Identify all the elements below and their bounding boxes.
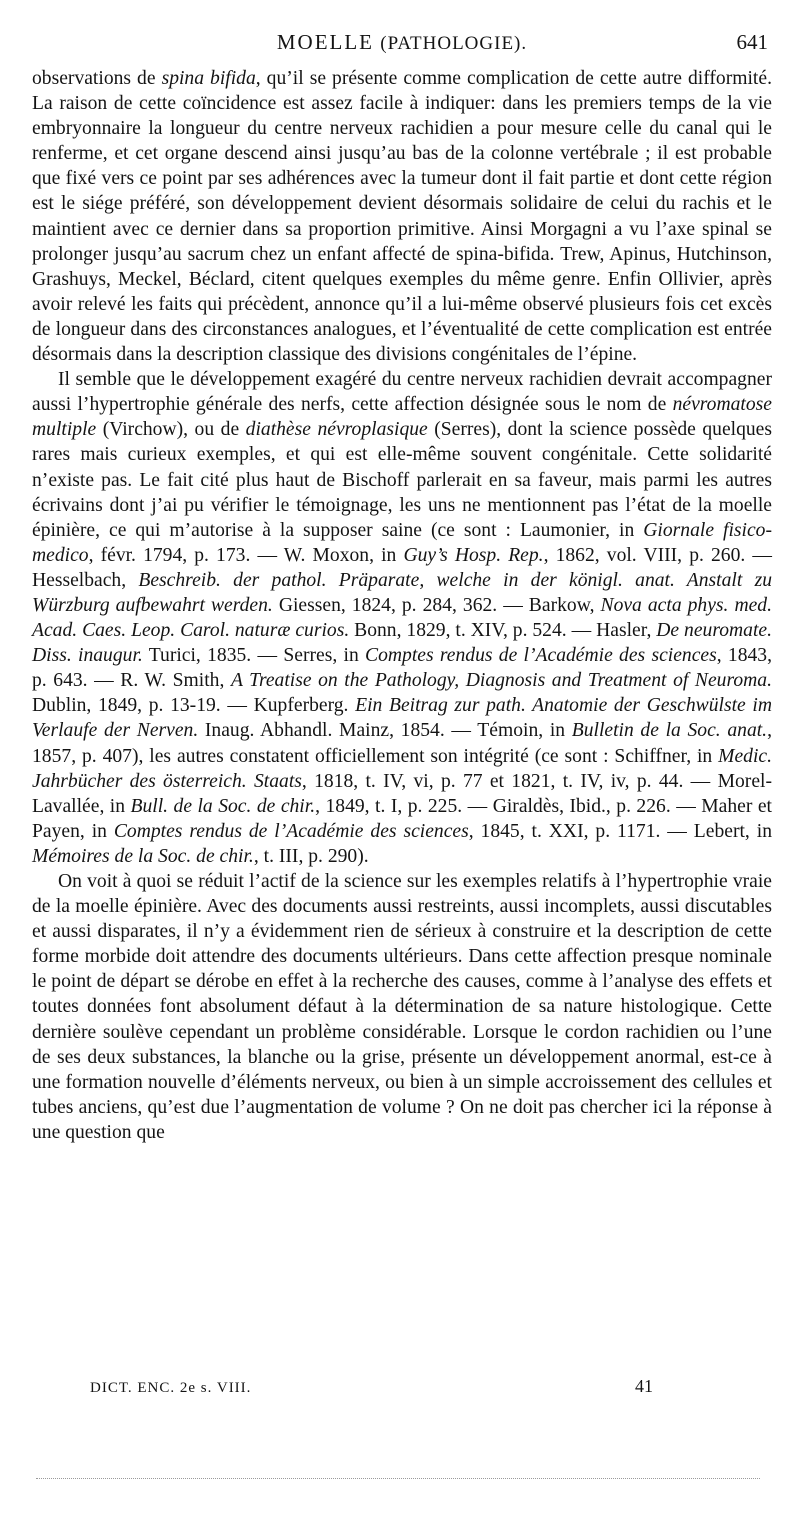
text-run: Dublin, 1849, p. 13-19. — Kupferberg. <box>32 695 356 717</box>
running-title <box>32 30 772 55</box>
text-run: Il semble que le développement exagéré du centre nerveux rachidien devrait accompagner aussi l’hypertrophie générale des nerfs, cette affection désignée sous le nom de <box>32 369 772 416</box>
italic-text: Mémoires de la Soc. de chir. <box>32 845 254 867</box>
text-run: , 1843, p. 643. — R. W. Smith, <box>32 645 773 692</box>
text-run: Turici, 1835. — Serres, in <box>142 645 366 667</box>
bottom-rule <box>36 1478 760 1479</box>
page-footer <box>90 1376 760 1410</box>
text-run: On voit à quoi se réduit l’actif de la science sur les exemples relatifs à l’hypertrophie vraie de la moelle épinière. Avec des documents aussi restreints, aussi incomplets, aussi discutables et aussi disparates, il n’y a évidemment rien de sérieux à construire et la description de cette forme morbide doit attendre des documents ultérieurs. Dans cette affection presque nominale le point de départ se dérobe en effet à la recherche des causes, comme à l’analyse des effets et toutes données font absolument défaut à la détermination de sa nature histologique. Cette dernière soulève cependant un problème considérable. Lorsque le cordon rachidien ou l’une de ses deux substances, la blanche ou la grise, présente un développement anormal, est-ce à une formation nouvelle d’éléments nerveux, ou bien à un simple accroissement des cellules et tubes anciens, qu’est due l’augmentation de volume ? On ne doit pas chercher ici la réponse à une question que <box>32 871 772 1143</box>
text-run: , t. III, p. 290). <box>253 845 369 867</box>
italic-text: Comptes rendus de l’Académie des sciences <box>113 820 469 842</box>
paragraph <box>32 367 772 869</box>
text-run: , 1862, vol. VIII, p. 260. — Hesselbach, <box>32 544 772 591</box>
text-run: , 1845, t. XXI, p. 1171. — Lebert, in <box>468 820 772 842</box>
text-run: , févr. 1794, p. 173. — W. Moxon, in <box>88 544 404 566</box>
italic-text: Comptes rendus de l’Académie des sciences <box>365 645 717 667</box>
paragraph <box>32 869 772 1145</box>
italic-text: spina bifida <box>161 68 256 89</box>
italic-text: Ein Beitrag zur path. Anatomie der Geschwülste im Verlaufe der Nerven. <box>32 695 772 742</box>
italic-text: Giornale fisico-medico <box>32 519 773 566</box>
page-number: 641 <box>736 30 768 54</box>
italic-text: Nova acta phys. med. Acad. Caes. Leop. Carol. naturæ curios. <box>32 594 772 642</box>
italic-text: Beschreib. der pathol. Präparate, welche in der königl. anat. Anstalt zu Würzburg aufbewahrt werden. <box>32 569 772 616</box>
italic-text: Medic. Jahrbücher des österreich. Staats <box>32 745 772 792</box>
italic-text: A Treatise on the Pathology, Diagnosis and Treatment of Neuroma. <box>230 670 772 692</box>
paragraph <box>32 66 772 367</box>
text-run: , 1857, p. 407), les autres constatent officiellement son intégrité (ce sont : Schiffner, in <box>32 720 772 767</box>
text-run: Giessen, 1824, p. 284, 362. — Barkow, <box>272 594 601 616</box>
text-run: , 1818, t. IV, vi, p. 77 et 1821, t. IV, iv, p. 44. — Morel-Lavallée, in <box>32 770 772 817</box>
italic-text: névromatose multiple <box>32 394 772 441</box>
text-run: , qu’il se présente comme complication de cette autre difformité. La raison de cette coïncidence est assez facile à indiquer: dans les premiers temps de la vie embryonnaire la longueur du centre nerveux rachidien a pour mesure celle du canal qui le renferme, et cet organe descend ainsi jusqu’au bas de la colonne vertébrale ; il est probable que fixé vers ce point par ses adhérences avec la tumeur dont il fait partie et dont cette région est le siége préféré, son développement devient désormais solidaire de celui du rachis et le maintient avec ce dernier dans sa proportion primitive. Ainsi Morgagni a vu l’axe spinal se prolonger jusqu’au sacrum chez un enfant affecté de spina-bifida. Trew, Apinus, Hutchinson, Grashuys, Meckel, Béclard, citent quelques exemples du même genre. Enfin Ollivier, après avoir relevé les faits qui précèdent, annonce qu’il a lui-même observé plusieurs fois cet excès de longueur dans des circonstances analogues, et l’éventualité de cette complication est entrée désormais dans la description classique des divisions congénitales de l’épine. <box>32 68 772 366</box>
italic-text: Bull. de la Soc. de chir. <box>130 795 316 817</box>
text-run: , 1849, t. I, p. 225. — Giraldès, Ibid., p. 226. — Maher et Payen, in <box>32 795 772 842</box>
italic-text: Bulletin de la Soc. anat. <box>571 720 768 742</box>
text-run: (Serres), dont la science possède quelques rares mais curieux exemples, et qui est elle-même souvent congénitale. Cette solidarité n’existe pas. Le fait cité plus haut de Bischoff parlerait en sa faveur, mais parmi les autres écrivains dont j’ai pu vérifier le témoignage, les uns ne mentionnent pas l’état de la moelle épinière, ce qui m’autorise à la supposer saine (ce sont : Laumonier, in <box>32 419 772 541</box>
article-body <box>32 66 772 1145</box>
text-run: observations de <box>32 68 162 89</box>
text-run: Inaug. Abhandl. Mainz, 1854. — Témoin, in <box>198 720 572 742</box>
running-title-sub: (PATHOLOGIE). <box>380 33 528 54</box>
italic-text: De neuromate. Diss. inaugur. <box>32 620 772 667</box>
text-run: (Virchow), ou de <box>96 419 246 441</box>
signature-mark: DICT. ENC. 2e s. VIII. <box>90 1380 252 1396</box>
italic-text: Guy’s Hosp. Rep. <box>403 544 544 566</box>
sheet-number: 41 <box>635 1376 653 1396</box>
text-run: Bonn, 1829, t. XIV, p. 524. — Hasler, <box>349 620 657 642</box>
italic-text: diathèse névroplasique <box>245 419 428 441</box>
running-title-main: MOELLE <box>276 30 375 54</box>
running-header <box>32 30 772 66</box>
